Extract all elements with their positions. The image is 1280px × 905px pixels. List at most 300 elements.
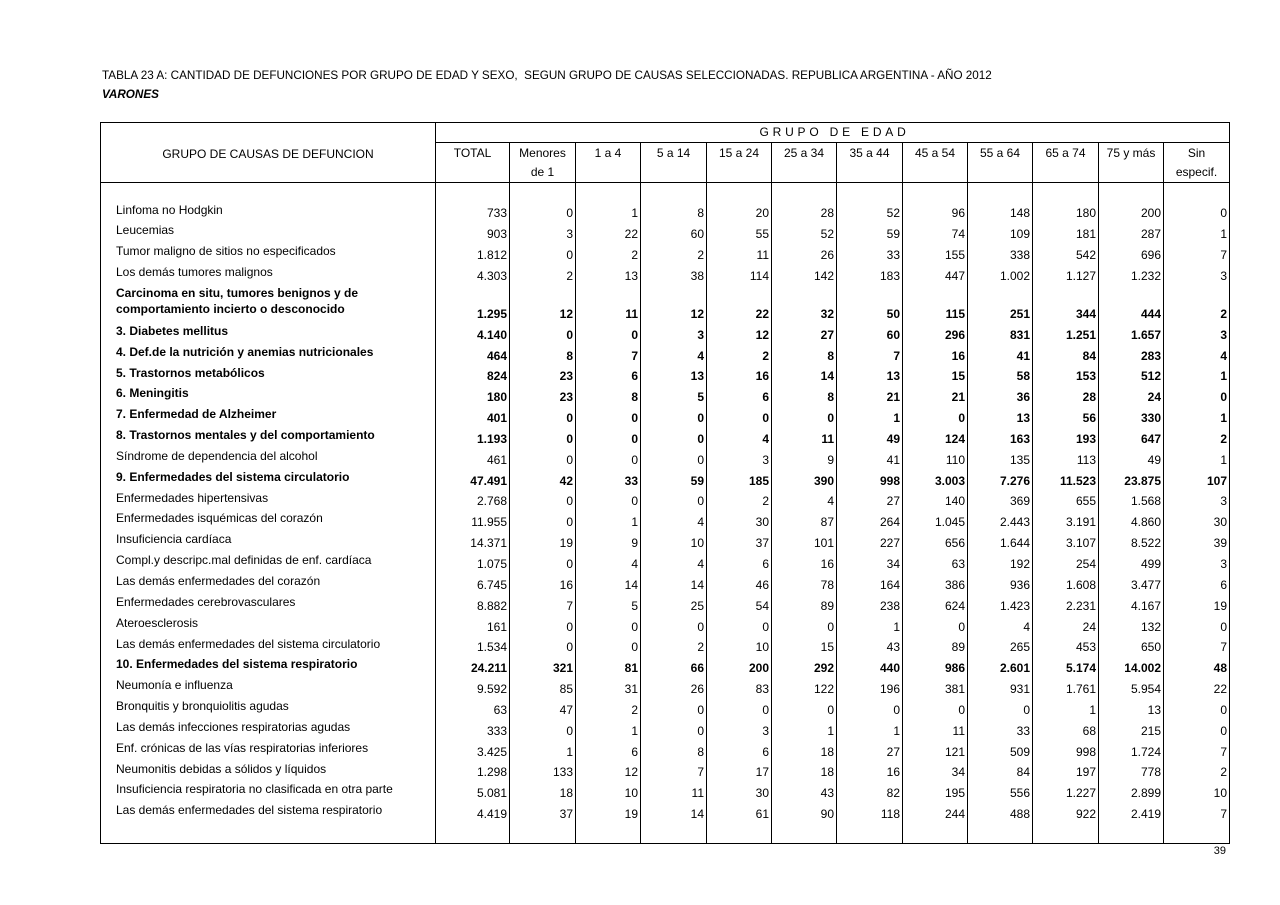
table-row	[101, 717, 1230, 738]
value-cell-total: 1.075	[436, 550, 510, 571]
row-label: Insuficiencia cardíaca	[101, 529, 436, 550]
value-cell-menores-de-1: 37	[510, 800, 576, 821]
column-header-line: 35 a 44	[849, 146, 890, 160]
value-cell-1-a-4: 5	[576, 592, 641, 613]
value-cell-25-a-34: 142	[772, 262, 837, 283]
row-label: Ateroesclerosis	[101, 613, 436, 634]
value-cell-1-a-4: 4	[576, 550, 641, 571]
value-cell-1-a-4: 31	[576, 675, 641, 696]
value-cell-total: 333	[436, 717, 510, 738]
column-header-sin-especif	[1164, 143, 1230, 183]
value-cell-35-a-44: 43	[837, 634, 903, 655]
spacer-cell	[641, 821, 707, 843]
value-cell-55-a-64: 488	[968, 800, 1033, 821]
column-header-line: especif.	[1175, 165, 1218, 179]
value-cell-25-a-34: 0	[772, 696, 837, 717]
value-cell-45-a-54: 3.003	[903, 467, 968, 488]
value-cell-total: 401	[436, 404, 510, 425]
column-header-line: 65 a 74	[1045, 146, 1086, 160]
spacer-cell	[707, 183, 772, 200]
value-cell-65-a-74: 655	[1033, 488, 1099, 509]
value-cell-65-a-74: 344	[1033, 283, 1099, 321]
value-cell-menores-de-1: 42	[510, 467, 576, 488]
spacer-cell	[510, 821, 576, 843]
value-cell-55-a-64: 148	[968, 200, 1033, 221]
value-cell-15-a-24: 54	[707, 592, 772, 613]
spacer-cell	[641, 183, 707, 200]
spacer-cell	[968, 821, 1033, 843]
spacer-cell	[576, 821, 641, 843]
value-cell-5-a-14: 2	[641, 634, 707, 655]
value-cell-75-y-mas: 1.232	[1099, 262, 1164, 283]
value-cell-55-a-64: 369	[968, 488, 1033, 509]
value-cell-25-a-34: 122	[772, 675, 837, 696]
value-cell-75-y-mas: 647	[1099, 425, 1164, 446]
value-cell-65-a-74: 453	[1033, 634, 1099, 655]
value-cell-sin-especif: 0	[1164, 200, 1230, 221]
spacer-cell	[968, 183, 1033, 200]
value-cell-25-a-34: 52	[772, 220, 837, 241]
value-cell-65-a-74: 922	[1033, 800, 1099, 821]
value-cell-5-a-14: 14	[641, 571, 707, 592]
table-row	[101, 321, 1230, 342]
table-row	[101, 425, 1230, 446]
spacer-cell	[837, 183, 903, 200]
value-cell-1-a-4: 9	[576, 529, 641, 550]
value-cell-1-a-4: 0	[576, 404, 641, 425]
value-cell-65-a-74: 84	[1033, 342, 1099, 363]
value-cell-menores-de-1: 3	[510, 220, 576, 241]
value-cell-35-a-44: 440	[837, 654, 903, 675]
row-label: Linfoma no Hodgkin	[101, 200, 436, 221]
value-cell-55-a-64: 13	[968, 404, 1033, 425]
row-label: Compl.y descripc.mal definidas de enf. cardíaca	[101, 550, 436, 571]
row-label: 3. Diabetes mellitus	[101, 321, 436, 342]
row-label: Bronquitis y bronquiolitis agudas	[101, 696, 436, 717]
value-cell-45-a-54: 624	[903, 592, 968, 613]
value-cell-35-a-44: 27	[837, 738, 903, 759]
value-cell-1-a-4: 1	[576, 508, 641, 529]
table-row	[101, 779, 1230, 800]
value-cell-15-a-24: 114	[707, 262, 772, 283]
value-cell-total: 1.298	[436, 759, 510, 780]
value-cell-75-y-mas: 444	[1099, 283, 1164, 321]
value-cell-1-a-4: 81	[576, 654, 641, 675]
column-header-65-a-74	[1033, 143, 1099, 183]
value-cell-45-a-54: 74	[903, 220, 968, 241]
value-cell-25-a-34: 26	[772, 241, 837, 262]
table-row	[101, 675, 1230, 696]
value-cell-45-a-54: 0	[903, 404, 968, 425]
row-label: Enfermedades cerebrovasculares	[101, 592, 436, 613]
value-cell-15-a-24: 30	[707, 779, 772, 800]
value-cell-65-a-74: 24	[1033, 613, 1099, 634]
spacer-cell	[1033, 183, 1099, 200]
value-cell-75-y-mas: 13	[1099, 696, 1164, 717]
value-cell-75-y-mas: 2.899	[1099, 779, 1164, 800]
value-cell-65-a-74: 197	[1033, 759, 1099, 780]
value-cell-menores-de-1: 8	[510, 342, 576, 363]
value-cell-sin-especif: 3	[1164, 262, 1230, 283]
value-cell-35-a-44: 264	[837, 508, 903, 529]
value-cell-45-a-54: 381	[903, 675, 968, 696]
value-cell-15-a-24: 6	[707, 383, 772, 404]
value-cell-5-a-14: 0	[641, 696, 707, 717]
value-cell-75-y-mas: 5.954	[1099, 675, 1164, 696]
value-cell-55-a-64: 1.423	[968, 592, 1033, 613]
value-cell-sin-especif: 2	[1164, 425, 1230, 446]
page-number: 39	[1213, 845, 1226, 857]
value-cell-55-a-64: 338	[968, 241, 1033, 262]
column-header-line: 75 y más	[1106, 146, 1156, 160]
value-cell-5-a-14: 25	[641, 592, 707, 613]
column-header-line: 5 a 14	[656, 146, 691, 160]
value-cell-55-a-64: 7.276	[968, 467, 1033, 488]
value-cell-menores-de-1: 0	[510, 550, 576, 571]
row-label: Las demás infecciones respiratorias agudas	[101, 717, 436, 738]
value-cell-75-y-mas: 4.167	[1099, 592, 1164, 613]
value-cell-35-a-44: 13	[837, 363, 903, 384]
value-cell-total: 11.955	[436, 508, 510, 529]
value-cell-5-a-14: 3	[641, 321, 707, 342]
value-cell-25-a-34: 292	[772, 654, 837, 675]
value-cell-35-a-44: 41	[837, 446, 903, 467]
value-cell-55-a-64: 41	[968, 342, 1033, 363]
value-cell-25-a-34: 16	[772, 550, 837, 571]
value-cell-75-y-mas: 49	[1099, 446, 1164, 467]
value-cell-45-a-54: 115	[903, 283, 968, 321]
value-cell-45-a-54: 447	[903, 262, 968, 283]
value-cell-sin-especif: 2	[1164, 283, 1230, 321]
table-subtitle: VARONES	[102, 88, 159, 101]
value-cell-menores-de-1: 18	[510, 779, 576, 800]
value-cell-65-a-74: 3.191	[1033, 508, 1099, 529]
value-cell-sin-especif: 6	[1164, 571, 1230, 592]
column-header-1-a-4	[576, 143, 641, 183]
value-cell-35-a-44: 227	[837, 529, 903, 550]
value-cell-55-a-64: 192	[968, 550, 1033, 571]
value-cell-35-a-44: 7	[837, 342, 903, 363]
value-cell-35-a-44: 1	[837, 613, 903, 634]
value-cell-1-a-4: 10	[576, 779, 641, 800]
value-cell-1-a-4: 0	[576, 446, 641, 467]
row-label: Las demás enfermedades del sistema circulatorio	[101, 634, 436, 655]
value-cell-sin-especif: 7	[1164, 738, 1230, 759]
value-cell-65-a-74: 1.227	[1033, 779, 1099, 800]
value-cell-25-a-34: 18	[772, 759, 837, 780]
spacer-cell	[772, 183, 837, 200]
spacer-cell	[436, 821, 510, 843]
spacer-cell	[1164, 821, 1230, 843]
value-cell-15-a-24: 2	[707, 488, 772, 509]
value-cell-25-a-34: 1	[772, 717, 837, 738]
table-row	[101, 404, 1230, 425]
value-cell-sin-especif: 3	[1164, 488, 1230, 509]
value-cell-sin-especif: 19	[1164, 592, 1230, 613]
table-row	[101, 613, 1230, 634]
value-cell-75-y-mas: 287	[1099, 220, 1164, 241]
spacer-cell	[101, 821, 436, 843]
table-row	[101, 529, 1230, 550]
value-cell-35-a-44: 21	[837, 383, 903, 404]
value-cell-1-a-4: 1	[576, 200, 641, 221]
value-cell-sin-especif: 2	[1164, 759, 1230, 780]
value-cell-15-a-24: 61	[707, 800, 772, 821]
value-cell-5-a-14: 0	[641, 613, 707, 634]
value-cell-45-a-54: 124	[903, 425, 968, 446]
value-cell-55-a-64: 4	[968, 613, 1033, 634]
row-label: 6. Meningitis	[101, 383, 436, 404]
value-cell-65-a-74: 28	[1033, 383, 1099, 404]
column-header-25-a-34	[772, 143, 837, 183]
table-row	[101, 283, 1230, 321]
value-cell-75-y-mas: 330	[1099, 404, 1164, 425]
row-label-line: Carcinoma en situ, tumores benignos y de	[116, 285, 359, 300]
value-cell-75-y-mas: 1.724	[1099, 738, 1164, 759]
row-label: Enf. crónicas de las vías respiratorias inferiores	[101, 738, 436, 759]
value-cell-55-a-64: 1.644	[968, 529, 1033, 550]
value-cell-45-a-54: 986	[903, 654, 968, 675]
table-row	[101, 488, 1230, 509]
age-group-header: GRUPO DE EDAD	[436, 123, 1230, 143]
value-cell-menores-de-1: 0	[510, 508, 576, 529]
value-cell-5-a-14: 0	[641, 717, 707, 738]
value-cell-65-a-74: 193	[1033, 425, 1099, 446]
value-cell-5-a-14: 0	[641, 425, 707, 446]
value-cell-55-a-64: 58	[968, 363, 1033, 384]
value-cell-25-a-34: 15	[772, 634, 837, 655]
column-header-75-y-mas	[1099, 143, 1164, 183]
value-cell-15-a-24: 83	[707, 675, 772, 696]
value-cell-75-y-mas: 283	[1099, 342, 1164, 363]
value-cell-65-a-74: 56	[1033, 404, 1099, 425]
spacer-cell	[1099, 183, 1164, 200]
value-cell-5-a-14: 4	[641, 342, 707, 363]
value-cell-65-a-74: 181	[1033, 220, 1099, 241]
row-label: 5. Trastornos metabólicos	[101, 363, 436, 384]
value-cell-25-a-34: 8	[772, 383, 837, 404]
value-cell-75-y-mas: 778	[1099, 759, 1164, 780]
value-cell-menores-de-1: 0	[510, 717, 576, 738]
table-spacer-row	[101, 821, 1230, 843]
value-cell-15-a-24: 3	[707, 446, 772, 467]
value-cell-45-a-54: 89	[903, 634, 968, 655]
value-cell-sin-especif: 22	[1164, 675, 1230, 696]
row-label: Las demás enfermedades del corazón	[101, 571, 436, 592]
row-label-line: comportamiento incierto o desconocido	[116, 301, 345, 316]
value-cell-1-a-4: 8	[576, 383, 641, 404]
value-cell-35-a-44: 1	[837, 404, 903, 425]
value-cell-total: 4.303	[436, 262, 510, 283]
table-row	[101, 446, 1230, 467]
value-cell-35-a-44: 59	[837, 220, 903, 241]
value-cell-75-y-mas: 499	[1099, 550, 1164, 571]
row-label: Los demás tumores malignos	[101, 262, 436, 283]
value-cell-menores-de-1: 23	[510, 363, 576, 384]
value-cell-menores-de-1: 16	[510, 571, 576, 592]
value-cell-75-y-mas: 650	[1099, 634, 1164, 655]
column-header-line: 45 a 54	[914, 146, 956, 160]
table-row	[101, 220, 1230, 241]
value-cell-total: 903	[436, 220, 510, 241]
spacer-cell	[1033, 821, 1099, 843]
value-cell-55-a-64: 936	[968, 571, 1033, 592]
value-cell-25-a-34: 9	[772, 446, 837, 467]
value-cell-15-a-24: 17	[707, 759, 772, 780]
table-row	[101, 696, 1230, 717]
value-cell-1-a-4: 19	[576, 800, 641, 821]
value-cell-1-a-4: 0	[576, 634, 641, 655]
value-cell-45-a-54: 110	[903, 446, 968, 467]
value-cell-menores-de-1: 85	[510, 675, 576, 696]
value-cell-25-a-34: 32	[772, 283, 837, 321]
value-cell-25-a-34: 87	[772, 508, 837, 529]
table-row	[101, 759, 1230, 780]
value-cell-75-y-mas: 512	[1099, 363, 1164, 384]
value-cell-5-a-14: 60	[641, 220, 707, 241]
value-cell-65-a-74: 68	[1033, 717, 1099, 738]
value-cell-55-a-64: 109	[968, 220, 1033, 241]
spacer-cell	[510, 183, 576, 200]
row-label: Tumor maligno de sitios no especificados	[101, 241, 436, 262]
value-cell-35-a-44: 183	[837, 262, 903, 283]
value-cell-15-a-24: 2	[707, 342, 772, 363]
value-cell-menores-de-1: 133	[510, 759, 576, 780]
table-row	[101, 508, 1230, 529]
value-cell-25-a-34: 11	[772, 425, 837, 446]
value-cell-5-a-14: 7	[641, 759, 707, 780]
value-cell-65-a-74: 2.231	[1033, 592, 1099, 613]
value-cell-25-a-34: 4	[772, 488, 837, 509]
value-cell-5-a-14: 12	[641, 283, 707, 321]
value-cell-menores-de-1: 0	[510, 613, 576, 634]
value-cell-1-a-4: 2	[576, 696, 641, 717]
value-cell-total: 8.882	[436, 592, 510, 613]
value-cell-15-a-24: 11	[707, 241, 772, 262]
value-cell-55-a-64: 2.443	[968, 508, 1033, 529]
value-cell-total: 14.371	[436, 529, 510, 550]
spacer-cell	[436, 183, 510, 200]
value-cell-15-a-24: 185	[707, 467, 772, 488]
value-cell-1-a-4: 12	[576, 759, 641, 780]
value-cell-35-a-44: 196	[837, 675, 903, 696]
value-cell-menores-de-1: 0	[510, 446, 576, 467]
value-cell-15-a-24: 4	[707, 425, 772, 446]
row-label: Insuficiencia respiratoria no clasificada en otra parte	[101, 779, 436, 800]
value-cell-sin-especif: 7	[1164, 800, 1230, 821]
row-label: Enfermedades isquémicas del corazón	[101, 508, 436, 529]
value-cell-55-a-64: 931	[968, 675, 1033, 696]
table-row	[101, 200, 1230, 221]
row-label: 10. Enfermedades del sistema respiratorio	[101, 654, 436, 675]
row-label: 9. Enfermedades del sistema circulatorio	[101, 467, 436, 488]
value-cell-menores-de-1: 0	[510, 425, 576, 446]
value-cell-menores-de-1: 1	[510, 738, 576, 759]
value-cell-15-a-24: 37	[707, 529, 772, 550]
column-header-line: 55 a 64	[979, 146, 1021, 160]
value-cell-total: 63	[436, 696, 510, 717]
value-cell-menores-de-1: 47	[510, 696, 576, 717]
value-cell-total: 4.140	[436, 321, 510, 342]
value-cell-15-a-24: 55	[707, 220, 772, 241]
value-cell-35-a-44: 27	[837, 488, 903, 509]
value-cell-total: 824	[436, 363, 510, 384]
value-cell-sin-especif: 0	[1164, 717, 1230, 738]
value-cell-menores-de-1: 0	[510, 404, 576, 425]
value-cell-65-a-74: 153	[1033, 363, 1099, 384]
value-cell-55-a-64: 163	[968, 425, 1033, 446]
value-cell-45-a-54: 386	[903, 571, 968, 592]
value-cell-45-a-54: 0	[903, 613, 968, 634]
value-cell-45-a-54: 155	[903, 241, 968, 262]
value-cell-25-a-34: 89	[772, 592, 837, 613]
value-cell-total: 161	[436, 613, 510, 634]
value-cell-sin-especif: 0	[1164, 613, 1230, 634]
value-cell-15-a-24: 20	[707, 200, 772, 221]
mortality-table	[100, 122, 1230, 844]
value-cell-65-a-74: 1.127	[1033, 262, 1099, 283]
value-cell-5-a-14: 66	[641, 654, 707, 675]
value-cell-65-a-74: 1.251	[1033, 321, 1099, 342]
column-header-menores-de-1	[510, 143, 576, 183]
table-row	[101, 571, 1230, 592]
value-cell-15-a-24: 12	[707, 321, 772, 342]
value-cell-total: 47.491	[436, 467, 510, 488]
column-header-5-a-14	[641, 143, 707, 183]
value-cell-35-a-44: 33	[837, 241, 903, 262]
value-cell-total: 1.295	[436, 283, 510, 321]
value-cell-sin-especif: 107	[1164, 467, 1230, 488]
value-cell-menores-de-1: 2	[510, 262, 576, 283]
value-cell-55-a-64: 2.601	[968, 654, 1033, 675]
value-cell-1-a-4: 6	[576, 738, 641, 759]
column-header-45-a-54	[903, 143, 968, 183]
value-cell-1-a-4: 14	[576, 571, 641, 592]
column-header-line: de 1	[530, 165, 555, 179]
value-cell-total: 4.419	[436, 800, 510, 821]
value-cell-total: 3.425	[436, 738, 510, 759]
value-cell-15-a-24: 16	[707, 363, 772, 384]
value-cell-15-a-24: 0	[707, 613, 772, 634]
column-header-line: 1 a 4	[594, 146, 622, 160]
value-cell-menores-de-1: 19	[510, 529, 576, 550]
value-cell-5-a-14: 0	[641, 488, 707, 509]
value-cell-65-a-74: 998	[1033, 738, 1099, 759]
spacer-cell	[1099, 821, 1164, 843]
spacer-cell	[903, 183, 968, 200]
table-row	[101, 262, 1230, 283]
value-cell-total: 733	[436, 200, 510, 221]
spacer-cell	[1164, 183, 1230, 200]
value-cell-total: 6.745	[436, 571, 510, 592]
value-cell-25-a-34: 0	[772, 613, 837, 634]
value-cell-5-a-14: 5	[641, 383, 707, 404]
value-cell-45-a-54: 244	[903, 800, 968, 821]
value-cell-35-a-44: 1	[837, 717, 903, 738]
value-cell-55-a-64: 251	[968, 283, 1033, 321]
value-cell-25-a-34: 0	[772, 404, 837, 425]
value-cell-total: 1.812	[436, 241, 510, 262]
value-cell-menores-de-1: 0	[510, 634, 576, 655]
column-header-line: Sin	[1187, 146, 1206, 160]
value-cell-35-a-44: 34	[837, 550, 903, 571]
value-cell-75-y-mas: 3.477	[1099, 571, 1164, 592]
value-cell-5-a-14: 8	[641, 738, 707, 759]
value-cell-1-a-4: 0	[576, 488, 641, 509]
value-cell-45-a-54: 121	[903, 738, 968, 759]
value-cell-65-a-74: 11.523	[1033, 467, 1099, 488]
value-cell-total: 1.534	[436, 634, 510, 655]
